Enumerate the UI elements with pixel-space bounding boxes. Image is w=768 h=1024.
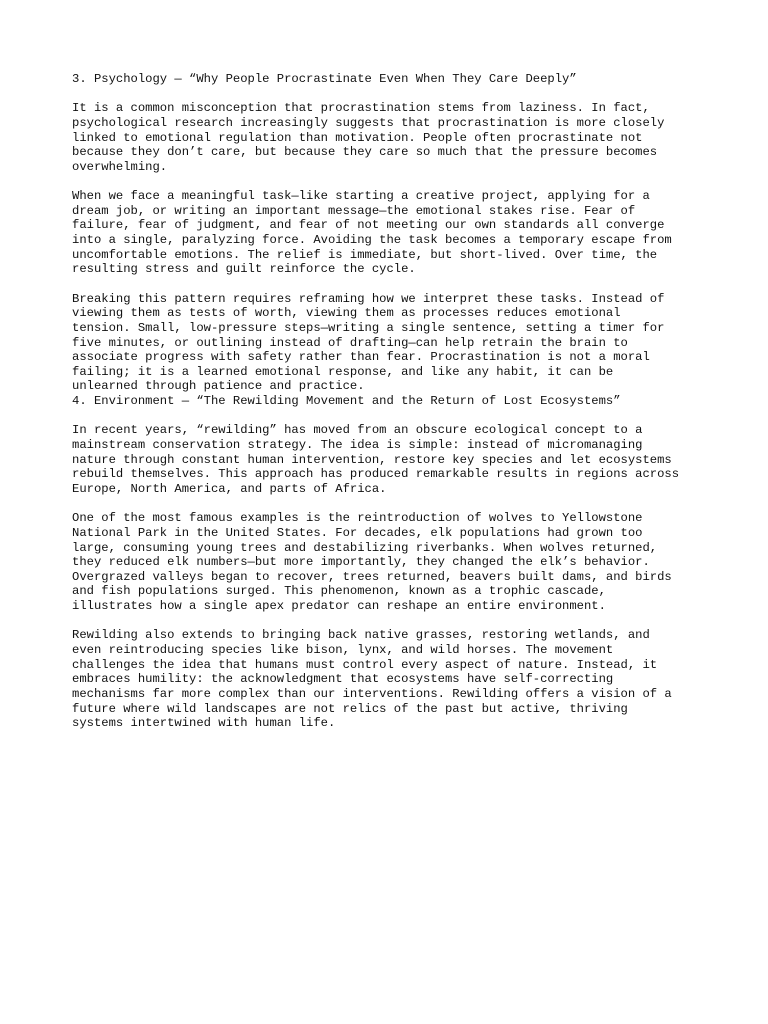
text-line: and fish populations surged. This phenomenon, known as a trophic cascade, (72, 584, 606, 599)
text-line: mechanisms far more complex than our interventions. Rewilding offers a vision of a (72, 686, 672, 701)
text-line: large, consuming young trees and destabilizing riverbanks. When wolves returned, (72, 540, 658, 555)
text-line: One of the most famous examples is the reintroduction of wolves to Yellowstone (72, 511, 643, 526)
text-line: dream job, or writing an important message—the emotional stakes rise. Fear of (72, 203, 636, 218)
paragraph (72, 101, 712, 174)
text-line: nature through constant human intervention, restore key species and let ecosystems (72, 452, 672, 467)
text-line: In recent years, “rewilding” has moved from an obscure ecological concept to a (72, 423, 643, 438)
paragraph (72, 292, 712, 394)
blank-line (72, 277, 712, 292)
text-line: overwhelming. (72, 159, 168, 174)
text-line: psychological research increasingly suggests that procrastination is more closely (72, 115, 665, 130)
document-page (72, 72, 712, 731)
text-line: because they don’t care, but because they care so much that the pressure becomes (72, 145, 658, 160)
text-line: viewing them as tests of worth, viewing them as processes reduces emotional (72, 306, 621, 321)
text-line: into a single, paralyzing force. Avoiding the task becomes a temporary escape from (72, 233, 672, 248)
section-heading: 3. Psychology — “Why People Procrastinate Even When They Care Deeply” (72, 72, 577, 86)
paragraph (72, 189, 712, 277)
paragraph (72, 511, 712, 613)
blank-line (72, 497, 712, 512)
text-line: even reintroducing species like bison, lynx, and wild horses. The movement (72, 642, 614, 657)
text-line: rebuild themselves. This approach has produced remarkable results in regions across (72, 467, 680, 482)
text-line: Breaking this pattern requires reframing how we interpret these tasks. Instead of (72, 291, 665, 306)
text-line: When we face a meaningful task—like starting a creative project, applying for a (72, 189, 650, 204)
text-line: mainstream conservation strategy. The idea is simple: instead of micromanaging (72, 438, 643, 453)
text-line: tension. Small, low-pressure steps—writing a single sentence, setting a timer for (72, 320, 665, 335)
paragraph (72, 628, 712, 730)
text-line: National Park in the United States. For decades, elk populations had grown too (72, 525, 643, 540)
text-line: Europe, North America, and parts of Africa. (72, 481, 387, 496)
text-line: Rewilding also extends to bringing back native grasses, restoring wetlands, and (72, 628, 650, 643)
blank-line (72, 174, 712, 189)
text-line: resulting stress and guilt reinforce the cycle. (72, 262, 416, 277)
blank-line (72, 614, 712, 629)
blank-line (72, 87, 712, 102)
text-line: future where wild landscapes are not relics of the past but active, thriving (72, 701, 628, 716)
text-line: unlearned through patience and practice. (72, 379, 365, 394)
text-line: Overgrazed valleys began to recover, trees returned, beavers built dams, and birds (72, 569, 672, 584)
text-line: five minutes, or outlining instead of drafting—can help retrain the brain to (72, 335, 628, 350)
section-heading: 4. Environment — “The Rewilding Movement and the Return of Lost Ecosystems” (72, 394, 621, 409)
paragraph (72, 423, 712, 496)
text-line: linked to emotional regulation than motivation. People often procrastinate not (72, 130, 643, 145)
text-line: uncomfortable emotions. The relief is immediate, but short-lived. Over time, the (72, 247, 658, 262)
blank-line (72, 409, 712, 424)
text-line: challenges the idea that humans must control every aspect of nature. Instead, it (72, 657, 658, 672)
text-line: embraces humility: the acknowledgment that ecosystems have self-correcting (72, 672, 614, 687)
text-line: failure, fear of judgment, and fear of not meeting our own standards all converge (72, 218, 665, 233)
text-line: It is a common misconception that procrastination stems from laziness. In fact, (72, 101, 650, 116)
text-line: systems intertwined with human life. (72, 716, 336, 731)
text-line: illustrates how a single apex predator can reshape an entire environment. (72, 599, 606, 614)
text-line: they reduced elk numbers—but more importantly, they changed the elk’s behavior. (72, 555, 650, 570)
text-line: associate progress with safety rather than fear. Procrastination is not a moral (72, 350, 650, 365)
text-line: failing; it is a learned emotional response, and like any habit, it can be (72, 364, 614, 379)
